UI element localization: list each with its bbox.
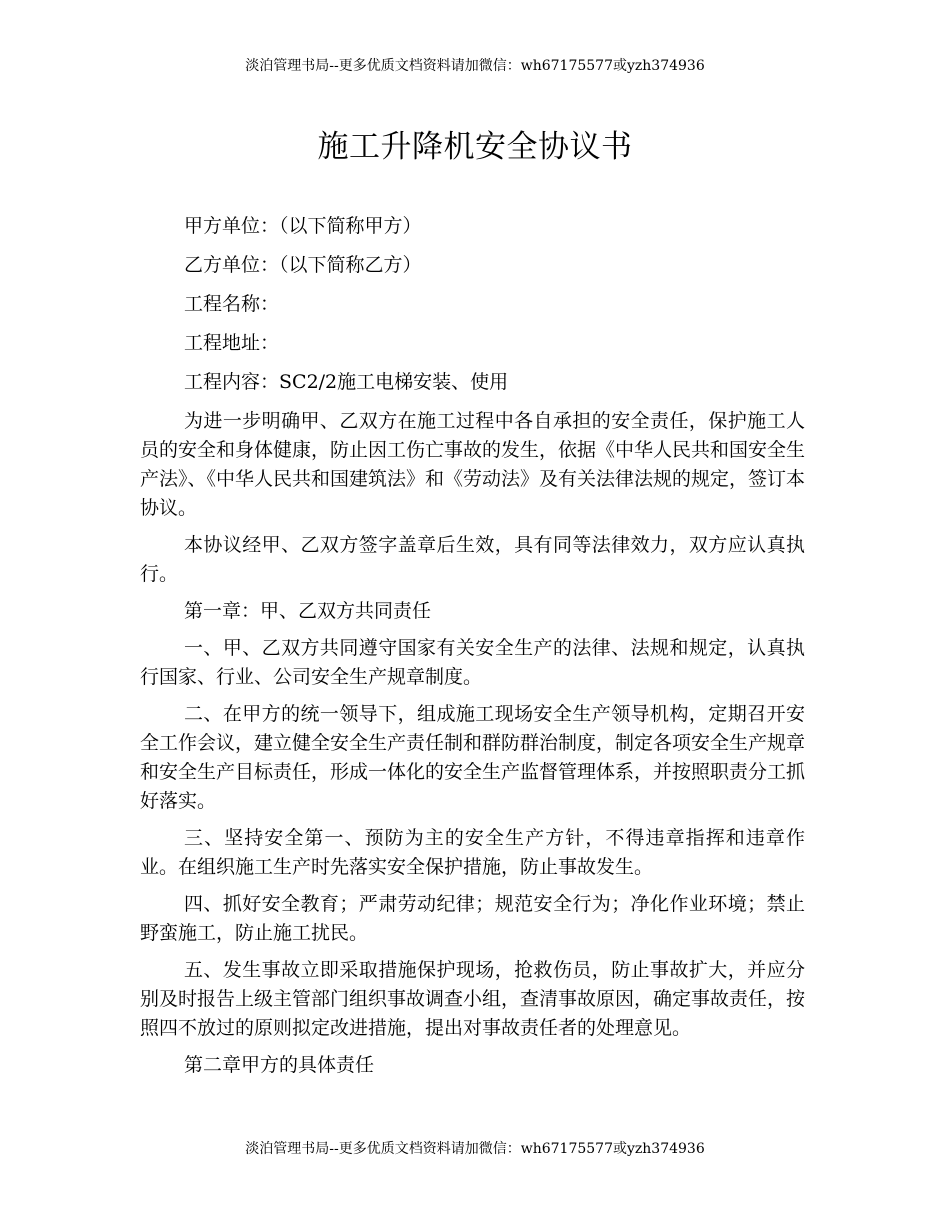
paragraph-effect: 本协议经甲、乙双方签字盖章后生效，具有同等法律效力，双方应认真执行。 xyxy=(140,534,805,585)
chapter-heading-2: 第二章甲方的具体责任 xyxy=(184,1054,375,1076)
field-project-name xyxy=(140,290,805,319)
field-project-content xyxy=(140,368,805,397)
running-header: 淡泊管理书局--更多优质文档资料请加微信：wh67175577或yzh374936 xyxy=(245,58,705,74)
field-label: 甲方单位： xyxy=(184,215,280,237)
clause-5: 五、发生事故立即采取措施保护现场，抢救伤员，防止事故扩大，并应分别及时报告上级主管部门组织事故调查小组，查清事故原因，确定事故责任，按照四不放过的原则拟定改进措施，提出对事故责任者的处理意见。 xyxy=(140,959,806,1039)
clause-2: 二、在甲方的统一领导下，组成施工现场安全生产领导机构，定期召开安全工作会议，建立健全安全生产责任制和群防群治制度，制定各项安全生产规章和安全生产目标责任，形成一体化的安全生产监督管理体系，并按照职责分工抓好落实。 xyxy=(140,703,806,812)
field-party-a xyxy=(140,212,805,241)
field-value: （以下简称甲方） xyxy=(279,215,422,237)
field-label: 工程地址： xyxy=(184,332,280,354)
field-label: 工程内容： xyxy=(184,371,280,393)
document-body xyxy=(140,212,805,1088)
paragraph-purpose: 为进一步明确甲、乙双方在施工过程中各自承担的安全责任，保护施工人员的安全和身体健康，防止因工伤亡事故的发生，依据《中华人民共和国安全生产法》、《中华人民共和国建筑法》和《劳动法》及有关法律法规的规定，签订本协议。 xyxy=(140,410,806,519)
running-footer: 淡泊管理书局--更多优质文档资料请加微信：wh67175577或yzh374936 xyxy=(245,1141,705,1157)
chapter-heading-1: 第一章：甲、乙双方共同责任 xyxy=(184,600,432,622)
clause-1: 一、甲、乙双方共同遵守国家有关安全生产的法律、法规和规定，认真执行国家、行业、公司安全生产规章制度。 xyxy=(140,637,805,688)
field-project-address xyxy=(140,329,805,358)
page-title: 施工升降机安全协议书 xyxy=(317,129,633,165)
field-label: 乙方单位： xyxy=(184,254,280,276)
field-value: SC2/2施工电梯安装、使用 xyxy=(279,371,509,393)
clause-4: 四、抓好安全教育；严肃劳动纪律；规范安全行为；净化作业环境；禁止野蛮施工，防止施工扰民。 xyxy=(140,893,805,944)
clause-3: 三、坚持安全第一、预防为主的安全生产方针，不得违章指挥和违章作业。在组织施工生产时先落实安全保护措施，防止事故发生。 xyxy=(140,827,805,878)
field-label: 工程名称： xyxy=(184,293,280,315)
field-party-b xyxy=(140,251,805,280)
field-value: （以下简称乙方） xyxy=(279,254,422,276)
